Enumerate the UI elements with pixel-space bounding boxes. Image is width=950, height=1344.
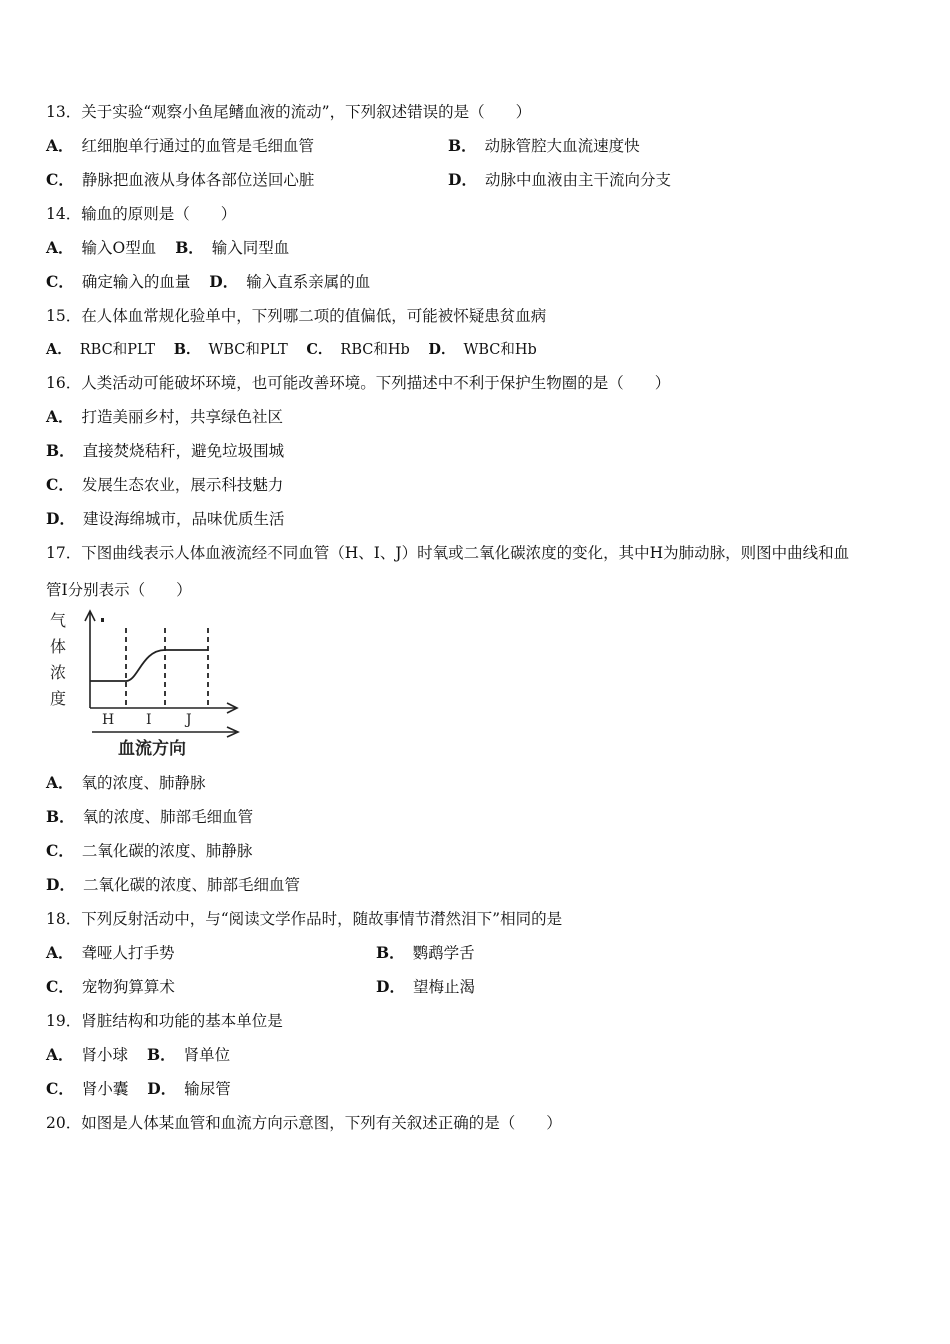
option-label: B．: [173, 341, 201, 358]
option-label: B．: [46, 807, 75, 826]
option-text: 打造美丽乡村，共享绿色社区: [81, 408, 284, 426]
option-text: 氧的浓度、肺静脉: [81, 774, 206, 792]
option-text: 动脉中血液由主干流向分支: [484, 171, 671, 189]
stray-mark: [101, 618, 104, 622]
q17-stem-line1: 17．下图曲线表示人体血液流经不同血管（H、I、J）时氧或二氧化碳浓度的变化，其中H为肺动脉，则图中曲线和血: [46, 544, 850, 562]
q14-option-c: 确定输入的血量: [81, 273, 191, 291]
q15-option-c: RBC和Hb: [340, 342, 410, 358]
option-label: D．: [147, 1079, 177, 1098]
option-label: A．: [46, 238, 74, 257]
q13-option-c: [46, 170, 314, 190]
q15-option-a: RBC和PLT: [79, 342, 156, 358]
q17-option-a: [46, 773, 206, 793]
option-label: A．: [46, 943, 74, 962]
option-text: 直接焚烧秸秆，避免垃圾围城: [82, 442, 285, 460]
option-text: 鹦鹉学舌: [412, 944, 475, 962]
tick-h: H: [102, 712, 115, 728]
y-label-char-1: 气: [50, 611, 67, 630]
q13-stem: 13．关于实验“观察小鱼尾鳍血液的流动”，下列叙述错误的是（ ）: [46, 103, 532, 121]
q14-option-a: 输入O型血: [81, 239, 157, 257]
option-label: C．: [46, 1079, 74, 1098]
option-label: A．: [46, 341, 72, 358]
option-label: C．: [46, 841, 74, 860]
tick-i: I: [146, 712, 152, 728]
option-text: 宠物狗算算术: [81, 978, 175, 996]
option-label: D．: [376, 977, 405, 996]
q16-option-d: [46, 509, 284, 529]
q15-stem: 15．在人体血常规化验单中，下列哪二项的值偏低，可能被怀疑患贫血病: [46, 307, 547, 325]
option-label: C．: [46, 977, 74, 996]
q19-option-a: 肾小球: [81, 1046, 129, 1064]
q14-option-d: 输入直系亲属的血: [246, 273, 371, 291]
q14-option-b: 输入同型血: [211, 239, 290, 257]
q16-stem: 16．人类活动可能破坏环境，也可能改善环境。下列描述中不利于保护生物圈的是（ ）: [46, 374, 671, 392]
q18-option-b: [376, 943, 475, 963]
q17-stem-line2: 管I分别表示（ ）: [46, 581, 192, 599]
option-label: C．: [306, 341, 333, 358]
q17-figure: [46, 608, 246, 768]
q16-option-a: [46, 407, 283, 427]
option-text: 静脉把血液从身体各部位送回心脏: [81, 171, 315, 189]
q18-stem: 18．下列反射活动中，与“阅读文学作品时，随故事情节潸然泪下”相同的是: [46, 910, 563, 928]
q17-option-b: [46, 807, 253, 827]
q19-stem: 19．肾脏结构和功能的基本单位是: [46, 1012, 283, 1030]
option-label: A．: [46, 407, 74, 426]
option-label: C．: [46, 475, 74, 494]
option-label: B．: [376, 943, 405, 962]
tick-j: J: [186, 712, 192, 728]
option-label: D．: [46, 509, 75, 528]
option-text: 发展生态农业，展示科技魅力: [81, 476, 284, 494]
option-label: B．: [448, 136, 477, 155]
q20-stem: 20．如图是人体某血管和血流方向示意图，下列有关叙述正确的是（ ）: [46, 1114, 562, 1132]
option-label: A．: [46, 136, 74, 155]
option-label: D．: [46, 875, 75, 894]
option-label: C．: [46, 170, 74, 189]
q15-options: [46, 340, 537, 360]
y-label-char-4: 度: [50, 689, 67, 708]
q16-option-c: [46, 475, 283, 495]
q14-stem: 14．输血的原则是（ ）: [46, 205, 237, 223]
q18-option-d: [376, 977, 475, 997]
q15-option-b: WBC和PLT: [208, 342, 288, 358]
option-text: 氧的浓度、肺部毛细血管: [82, 808, 254, 826]
option-text: 二氧化碳的浓度、肺静脉: [81, 842, 253, 860]
option-text: 二氧化碳的浓度、肺部毛细血管: [82, 876, 300, 894]
q17-option-d: [46, 875, 300, 895]
option-text: 动脉管腔大血流速度快: [484, 137, 640, 155]
option-label: B．: [175, 238, 204, 257]
q18-option-c: [46, 977, 175, 997]
q18-option-a: [46, 943, 175, 963]
option-label: D．: [209, 272, 239, 291]
option-label: B．: [46, 441, 75, 460]
q13-option-d: [448, 170, 671, 190]
option-text: 红细胞单行通过的血管是毛细血管: [81, 137, 315, 155]
option-label: A．: [46, 1045, 74, 1064]
y-label-char-3: 浓: [50, 663, 67, 682]
option-label: D．: [428, 341, 456, 358]
x-label: 血流方向: [118, 739, 186, 759]
option-text: 聋哑人打手势: [81, 944, 175, 962]
q19-options-cd: [46, 1079, 231, 1099]
q15-option-d: WBC和Hb: [463, 342, 537, 358]
q13-option-b: [448, 136, 640, 156]
q16-option-b: [46, 441, 284, 461]
q13-option-a: [46, 136, 314, 156]
y-label-char-2: 体: [50, 637, 67, 656]
option-label: C．: [46, 272, 74, 291]
q17-option-c: [46, 841, 252, 861]
q19-option-c: 肾小囊: [81, 1080, 129, 1098]
q19-option-b: 肾单位: [183, 1046, 231, 1064]
option-label: D．: [448, 170, 477, 189]
option-label: B．: [146, 1045, 176, 1064]
option-text: 建设海绵城市，品味优质生活: [82, 510, 285, 528]
q19-option-d: 输尿管: [184, 1080, 231, 1098]
option-label: A．: [46, 773, 74, 792]
option-text: 望梅止渴: [412, 978, 475, 996]
concentration-curve: [90, 650, 208, 681]
q19-options-ab: [46, 1045, 230, 1065]
q14-options-ab: [46, 238, 289, 258]
q14-options-cd: [46, 272, 370, 292]
